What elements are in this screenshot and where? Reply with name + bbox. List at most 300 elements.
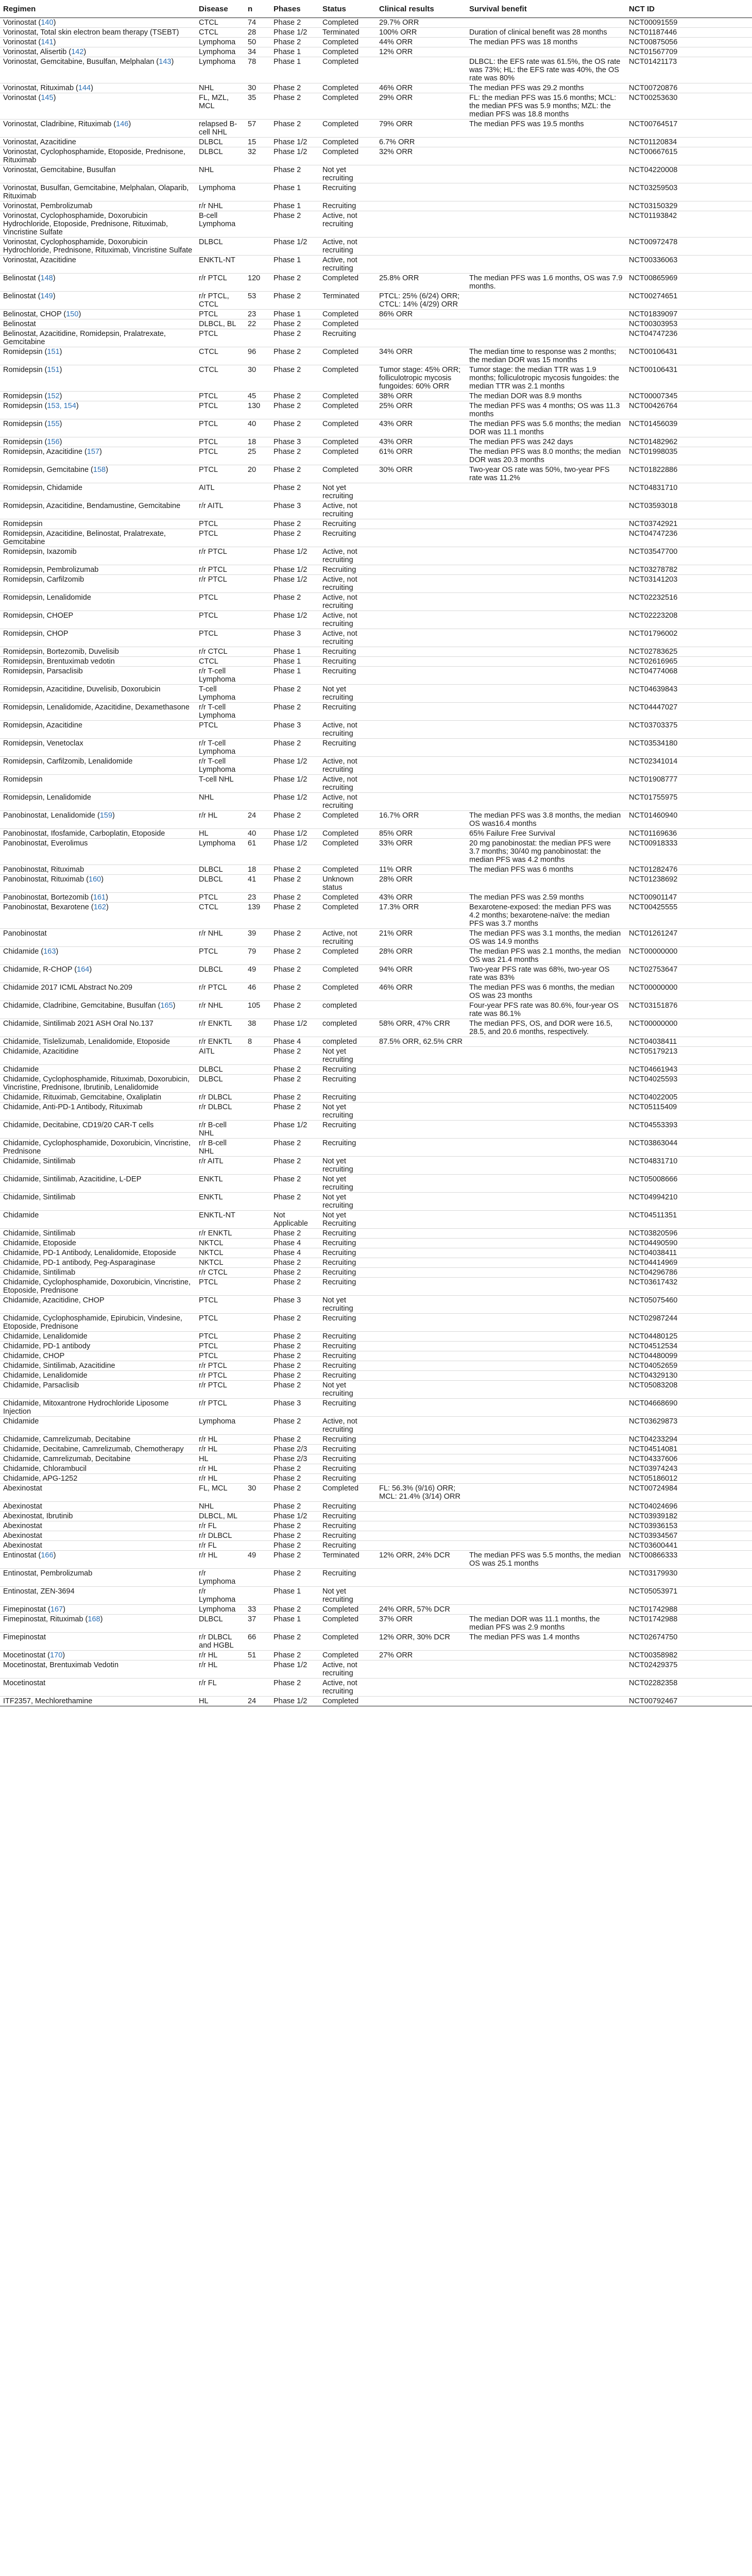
cell-disease-text: CTCL: [199, 903, 218, 911]
cell-n-text: 33: [248, 1605, 257, 1614]
cell-phase-text: Phase 3: [274, 438, 301, 446]
cell-regimen: [0, 575, 196, 593]
cell-regimen-text: Belinostat: [3, 320, 36, 328]
cell-regimen: Belinostat, CHOP (150): [0, 310, 196, 319]
cell-phase: [270, 757, 319, 775]
cell-phase-text: Phase 2: [274, 929, 301, 938]
cell-clinical-results-text: 43% ORR: [379, 420, 413, 428]
cell-disease: [196, 1454, 245, 1464]
cell-survival-benefit: [466, 903, 626, 929]
cell-survival-benefit: [466, 1278, 626, 1296]
reference-link[interactable]: 162: [93, 903, 106, 911]
cell-clinical-results: [376, 18, 466, 28]
cell-phase: [270, 274, 319, 292]
cell-regimen: Chidamide, Cladribine, Gemcitabine, Busulfan (165): [0, 1001, 196, 1019]
cell-phase: [270, 1531, 319, 1541]
cell-phase: [270, 1361, 319, 1371]
reference-link[interactable]: 150: [66, 310, 79, 318]
cell-disease-text: DLBCL: [199, 1075, 223, 1083]
cell-clinical-results: [376, 1569, 466, 1587]
cell-regimen: Panobinostat, Lenalidomide (159): [0, 811, 196, 829]
cell-disease: [196, 1351, 245, 1361]
cell-survival-benefit: [466, 256, 626, 274]
cell-survival-benefit-text: The median PFS was 5.5 months, the median OS was 25.1 months: [469, 1551, 621, 1568]
table-row: [0, 829, 752, 839]
reference-link[interactable]: 153, 154: [47, 402, 76, 410]
reference-link[interactable]: 158: [93, 466, 106, 474]
cell-nct-id: [626, 703, 752, 721]
reference-link[interactable]: 145: [41, 94, 54, 102]
cell-disease: [196, 1296, 245, 1314]
cell-clinical-results: [376, 947, 466, 965]
reference-link[interactable]: 141: [41, 38, 54, 46]
cell-regimen: [0, 1139, 196, 1157]
cell-phase: [270, 647, 319, 657]
cell-regimen: [0, 593, 196, 611]
table-row: [0, 401, 752, 419]
cell-survival-benefit: [466, 401, 626, 419]
cell-phase-text: Phase 1/2: [274, 1121, 307, 1129]
cell-n: [245, 775, 270, 793]
cell-nct-id-text: NCT02616965: [629, 657, 678, 666]
table-row: [0, 1651, 752, 1660]
table-row: [0, 1697, 752, 1706]
cell-status-text: Completed: [322, 38, 359, 46]
cell-survival-benefit: [466, 319, 626, 329]
cell-regimen-text: Entinostat, ZEN-3694: [3, 1587, 75, 1596]
cell-regimen-text: Panobinostat, Rituximab: [3, 866, 84, 874]
reference-link[interactable]: 170: [50, 1651, 63, 1659]
cell-regimen-text: Chidamide, Anti-PD-1 Antibody, Rituximab: [3, 1103, 143, 1111]
cell-regimen: [0, 1047, 196, 1065]
table-row: [0, 893, 752, 903]
cell-status-text: Recruiting: [322, 1342, 356, 1350]
cell-phase: [270, 347, 319, 365]
cell-disease: [196, 501, 245, 519]
cell-status: [319, 575, 376, 593]
table-row: [0, 983, 752, 1001]
cell-nct-id: [626, 1521, 752, 1531]
cell-disease-text: PTCL: [199, 721, 218, 730]
cell-status: [319, 1371, 376, 1381]
cell-n-text: 46: [248, 984, 257, 992]
cell-nct-id-text: NCT00667615: [629, 148, 678, 156]
cell-disease-text: PTCL: [199, 310, 218, 318]
cell-n-text: 74: [248, 19, 257, 27]
table-row: [0, 1229, 752, 1239]
cell-nct-id-text: NCT00792467: [629, 1697, 678, 1705]
cell-regimen: Vorinostat, Alisertib (142): [0, 47, 196, 57]
cell-nct-id-text: NCT04512534: [629, 1342, 678, 1350]
cell-regimen-text: Vorinostat: [3, 38, 37, 46]
cell-survival-benefit-text: The median PFS was 4 months; OS was 11.3 months: [469, 402, 620, 418]
cell-status: [319, 793, 376, 811]
cell-survival-benefit-text: DLBCL: the EFS rate was 61.5%, the OS rate was 73%; HL: the EFS rate was 40%, the OS rate was 80%: [469, 58, 621, 82]
cell-n: [245, 1435, 270, 1445]
cell-survival-benefit: [466, 1211, 626, 1229]
cell-n: [245, 657, 270, 667]
cell-phase: [270, 1697, 319, 1706]
cell-status-text: Recruiting: [322, 1278, 356, 1286]
reference-link[interactable]: 144: [78, 84, 91, 92]
cell-disease-text: PTCL: [199, 893, 218, 902]
cell-disease-text: r/r FL: [199, 1541, 217, 1550]
table-row: [0, 1615, 752, 1633]
cell-status: [319, 38, 376, 47]
cell-status-text: Terminated: [322, 292, 360, 300]
reference-link[interactable]: 152: [47, 392, 60, 400]
cell-n: [245, 1512, 270, 1521]
reference-link[interactable]: 164: [77, 965, 90, 974]
reference-link[interactable]: 168: [88, 1615, 100, 1623]
cell-status-text: Completed: [322, 811, 359, 820]
cell-status-text: Completed: [322, 138, 359, 146]
cell-survival-benefit-text: The median PFS was 29.2 months: [469, 84, 584, 92]
cell-disease-text: Lymphoma: [199, 839, 236, 848]
cell-nct-id: [626, 1651, 752, 1660]
cell-status-text: Active, not recruiting: [322, 1661, 357, 1677]
cell-status: [319, 1157, 376, 1175]
cell-survival-benefit-text: The median PFS was 2.1 months, the median OS was 21.4 months: [469, 947, 621, 964]
cell-regimen: [0, 183, 196, 201]
table-row: [0, 865, 752, 875]
cell-phase-text: Phase 2: [274, 1502, 301, 1511]
cell-n-text: 49: [248, 1551, 257, 1560]
cell-regimen: Vorinostat (141): [0, 38, 196, 47]
cell-phase: [270, 929, 319, 947]
reference-link[interactable]: 165: [160, 1002, 173, 1010]
cell-survival-benefit-text: Two-year PFS rate was 68%, two-year OS rate was 83%: [469, 965, 610, 982]
cell-disease-text: Lymphoma: [199, 38, 236, 46]
cell-clinical-results: [376, 1157, 466, 1175]
cell-nct-id-text: NCT04831710: [629, 1157, 678, 1165]
cell-disease: [196, 703, 245, 721]
cell-nct-id: [626, 501, 752, 519]
cell-status-text: Active, not recruiting: [322, 757, 357, 774]
cell-phase-text: Phase 2: [274, 1193, 301, 1201]
cell-n: [245, 1139, 270, 1157]
cell-disease-text: r/r PTCL: [199, 1362, 227, 1370]
cell-phase: [270, 57, 319, 83]
cell-phase: [270, 1342, 319, 1351]
table-row: [0, 183, 752, 201]
cell-phase-text: Phase 2: [274, 1229, 301, 1238]
cell-regimen-text: Chidamide, Sintilimab 2021 ASH Oral No.137: [3, 1020, 153, 1028]
cell-status: [319, 1019, 376, 1037]
cell-phase: [270, 1502, 319, 1512]
cell-clinical-results: [376, 1314, 466, 1332]
cell-phase-text: Phase 1/2: [274, 1697, 307, 1705]
table-row: [0, 1381, 752, 1399]
cell-clinical-results: [376, 575, 466, 593]
cell-regimen-text: Romidepsin, Lenalidomide: [3, 793, 91, 802]
cell-nct-id: [626, 138, 752, 147]
cell-phase-text: Phase 2: [274, 484, 301, 492]
cell-status: [319, 274, 376, 292]
cell-regimen-text: Romidepsin, Azacitidine: [3, 721, 82, 730]
cell-n: [245, 529, 270, 547]
cell-status: [319, 1258, 376, 1268]
table-row: [0, 165, 752, 183]
reference-link[interactable]: 157: [87, 448, 100, 456]
cell-survival-benefit: [466, 1445, 626, 1454]
cell-disease-text: PTCL: [199, 330, 218, 338]
cell-disease: [196, 1512, 245, 1521]
cell-nct-id: [626, 1103, 752, 1121]
cell-phase-text: Phase 2: [274, 893, 301, 902]
cell-phase: [270, 547, 319, 565]
cell-nct-id-text: NCT00000000: [629, 984, 678, 992]
cell-survival-benefit: [466, 1332, 626, 1342]
cell-disease: [196, 529, 245, 547]
cell-status-text: Completed: [322, 1605, 359, 1614]
cell-disease-text: CTCL: [199, 28, 218, 37]
cell-disease: [196, 1502, 245, 1512]
cell-disease: [196, 1541, 245, 1551]
cell-n: [245, 1175, 270, 1193]
cell-phase-text: Phase 2: [274, 1551, 301, 1560]
cell-regimen: Vorinostat, Gemcitabine, Busulfan, Melphalan (143): [0, 57, 196, 83]
cell-n-text: 53: [248, 292, 257, 300]
cell-phase: [270, 1417, 319, 1435]
cell-phase-text: Phase 2: [274, 348, 301, 356]
cell-disease-text: DLBCL: [199, 875, 223, 884]
cell-phase: [270, 1399, 319, 1417]
cell-n: [245, 1193, 270, 1211]
cell-nct-id: [626, 1248, 752, 1258]
cell-nct-id: [626, 1464, 752, 1474]
cell-nct-id-text: NCT03150329: [629, 202, 678, 210]
table-row: [0, 565, 752, 575]
cell-nct-id: [626, 1679, 752, 1697]
cell-clinical-results: [376, 1037, 466, 1047]
table-row: [0, 1512, 752, 1521]
cell-survival-benefit: [466, 893, 626, 903]
cell-phase: [270, 1001, 319, 1019]
cell-status: [319, 392, 376, 401]
cell-status-text: Completed: [322, 348, 359, 356]
cell-regimen-text: Chidamide, Lenalidomide: [3, 1371, 88, 1380]
cell-status-text: Unknown status: [322, 875, 354, 892]
cell-phase: [270, 721, 319, 739]
cell-phase-text: Phase 2: [274, 320, 301, 328]
cell-disease-text: relapsed B-cell NHL: [199, 120, 237, 137]
table-row: [0, 238, 752, 256]
cell-phase: [270, 1103, 319, 1121]
cell-regimen: [0, 565, 196, 575]
cell-clinical-results: [376, 47, 466, 57]
cell-phase: [270, 1248, 319, 1258]
cell-status-text: Recruiting: [322, 1314, 356, 1323]
cell-clinical-results: [376, 329, 466, 347]
cell-status-text: Recruiting: [322, 1522, 356, 1530]
cell-clinical-results: [376, 1121, 466, 1139]
table-row: [0, 1342, 752, 1351]
cell-disease-text: r/r ENKTL: [199, 1038, 232, 1046]
cell-survival-benefit: [466, 1258, 626, 1268]
cell-status: [319, 1679, 376, 1697]
cell-survival-benefit-text: Two-year OS rate was 50%, two-year PFS rate was 11.2%: [469, 466, 610, 482]
cell-disease-text: r/r PTCL: [199, 548, 227, 556]
table-row: [0, 1193, 752, 1211]
cell-disease-text: PTCL: [199, 438, 218, 446]
cell-regimen: [0, 501, 196, 519]
cell-phase: [270, 1464, 319, 1474]
reference-link[interactable]: 159: [99, 811, 113, 820]
cell-nct-id: [626, 57, 752, 83]
cell-phase-text: Phase 1/2: [274, 28, 307, 37]
cell-survival-benefit-text: Tumor stage: the median TTR was 1.9 months; folliculotropic mycosis fungoides: the median TTR was 2.1 months: [469, 366, 619, 391]
cell-clinical-results-text: 79% ORR: [379, 120, 413, 128]
cell-status: [319, 739, 376, 757]
cell-clinical-results: [376, 1454, 466, 1464]
cell-n: [245, 1019, 270, 1037]
cell-disease-text: ENKTL: [199, 1175, 223, 1183]
cell-clinical-results: [376, 1531, 466, 1541]
cell-n-text: 28: [248, 28, 257, 37]
cell-disease-text: PTCL: [199, 1278, 218, 1286]
cell-n: [245, 147, 270, 165]
reference-link[interactable]: 167: [50, 1605, 63, 1614]
cell-regimen-text: Mocetinostat: [3, 1651, 46, 1659]
cell-phase: [270, 93, 319, 120]
reference-link[interactable]: 155: [47, 420, 60, 428]
cell-phase-text: Phase 1: [274, 256, 301, 264]
cell-nct-id: [626, 201, 752, 211]
cell-regimen-text: Chidamide, Sintilimab: [3, 1229, 76, 1238]
cell-status-text: Active, not recruiting: [322, 1417, 357, 1434]
cell-disease: [196, 319, 245, 329]
cell-phase: [270, 1605, 319, 1615]
cell-survival-benefit: [466, 310, 626, 319]
cell-phase-text: Phase 2: [274, 1268, 301, 1277]
cell-status-text: Recruiting: [322, 1249, 356, 1257]
cell-disease: [196, 93, 245, 120]
cell-status: [319, 1175, 376, 1193]
cell-phase-text: Phase 2: [274, 1278, 301, 1286]
reference-link[interactable]: 140: [41, 19, 54, 27]
cell-n-text: 30: [248, 84, 257, 92]
cell-survival-benefit: [466, 1001, 626, 1019]
cell-nct-id-text: NCT00091559: [629, 19, 678, 27]
cell-phase: [270, 839, 319, 865]
cell-disease: [196, 28, 245, 38]
cell-n: [245, 1278, 270, 1296]
cell-survival-benefit: [466, 28, 626, 38]
cell-disease-text: r/r AITL: [199, 1157, 224, 1165]
cell-phase-text: Phase 2: [274, 1047, 301, 1056]
cell-regimen: [0, 1351, 196, 1361]
cell-nct-id: [626, 165, 752, 183]
cell-n: [245, 839, 270, 865]
cell-n: [245, 1371, 270, 1381]
cell-clinical-results-text: 58% ORR, 47% CRR: [379, 1020, 450, 1028]
reference-link[interactable]: 149: [40, 292, 53, 300]
cell-phase: [270, 1541, 319, 1551]
reference-link[interactable]: 151: [47, 366, 60, 374]
cell-regimen-text: Chidamide, Sintilimab: [3, 1157, 76, 1165]
cell-clinical-results: [376, 1512, 466, 1521]
cell-status-text: Completed: [322, 965, 359, 974]
cell-nct-id-text: NCT00918333: [629, 839, 678, 848]
reference-link[interactable]: 148: [40, 274, 53, 282]
cell-survival-benefit: [466, 1474, 626, 1484]
table-row: [0, 1417, 752, 1435]
cell-survival-benefit-text: The median DOR was 11.1 months, the median PFS was 2.9 months: [469, 1615, 600, 1632]
reference-link[interactable]: 161: [93, 893, 106, 902]
cell-disease: [196, 274, 245, 292]
cell-clinical-results: [376, 392, 466, 401]
reference-link[interactable]: 142: [71, 48, 84, 56]
cell-survival-benefit-text: The median PFS was 2.59 months: [469, 893, 584, 902]
cell-clinical-results: [376, 721, 466, 739]
cell-regimen: [0, 983, 196, 1001]
cell-regimen-text: Vorinostat, Gemcitabine, Busulfan, Melphalan: [3, 58, 155, 66]
cell-nct-id-text: NCT02753647: [629, 965, 678, 974]
cell-disease-text: Lymphoma: [199, 184, 236, 192]
table-row: [0, 1484, 752, 1502]
table-row: [0, 929, 752, 947]
reference-link[interactable]: 160: [89, 875, 101, 884]
cell-n: [245, 929, 270, 947]
cell-regimen-text: Romidepsin, Lenalidomide: [3, 594, 91, 602]
cell-phase-text: Phase 1: [274, 648, 301, 656]
cell-status-text: Not yet recruiting: [322, 1175, 353, 1192]
cell-disease: [196, 647, 245, 657]
cell-nct-id-text: NCT04052659: [629, 1362, 678, 1370]
table-row: [0, 903, 752, 929]
cell-regimen-text: Abexinostat: [3, 1541, 42, 1550]
cell-nct-id-text: NCT01421173: [629, 58, 677, 66]
cell-regimen: [0, 201, 196, 211]
cell-clinical-results-text: PTCL: 25% (6/24) ORR; CTCL: 14% (4/29) ORR: [379, 292, 460, 309]
cell-phase-text: Phase 1/2: [274, 575, 307, 584]
cell-clinical-results: [376, 657, 466, 667]
table-row: [0, 721, 752, 739]
cell-regimen-text: Romidepsin, Carfilzomib: [3, 575, 84, 584]
cell-disease-text: FL, MZL, MCL: [199, 94, 229, 110]
cell-regimen-text: Romidepsin, Carfilzomib, Lenalidomide: [3, 757, 133, 766]
cell-status-text: Completed: [322, 58, 359, 66]
cell-survival-benefit: [466, 611, 626, 629]
cell-regimen-text: Romidepsin: [3, 392, 43, 400]
cell-phase-text: Phase 1/2: [274, 1512, 307, 1520]
reference-link[interactable]: 151: [47, 348, 60, 356]
cell-regimen-text: Chidamide, Sintilimab, Azacitidine, L-DEP: [3, 1175, 142, 1183]
cell-phase-text: Phase 2: [274, 1679, 301, 1687]
cell-nct-id-text: NCT00274651: [629, 292, 678, 300]
reference-link[interactable]: 143: [159, 58, 172, 66]
cell-clinical-results: [376, 1075, 466, 1093]
cell-nct-id: [626, 1332, 752, 1342]
cell-regimen-text: Abexinostat: [3, 1484, 42, 1493]
reference-link[interactable]: 156: [47, 438, 60, 446]
reference-link[interactable]: 163: [43, 947, 56, 956]
cell-phase: [270, 1121, 319, 1139]
cell-status: [319, 1103, 376, 1121]
cell-disease: [196, 903, 245, 929]
cell-phase: [270, 1019, 319, 1037]
cell-clinical-results: [376, 865, 466, 875]
reference-link[interactable]: 146: [116, 120, 129, 128]
cell-regimen: [0, 1229, 196, 1239]
reference-link[interactable]: 166: [41, 1551, 54, 1560]
cell-nct-id-text: NCT03600441: [629, 1541, 678, 1550]
cell-n: [245, 1314, 270, 1332]
cell-regimen: [0, 1361, 196, 1371]
cell-phase: [270, 1454, 319, 1464]
cell-survival-benefit: [466, 1541, 626, 1551]
